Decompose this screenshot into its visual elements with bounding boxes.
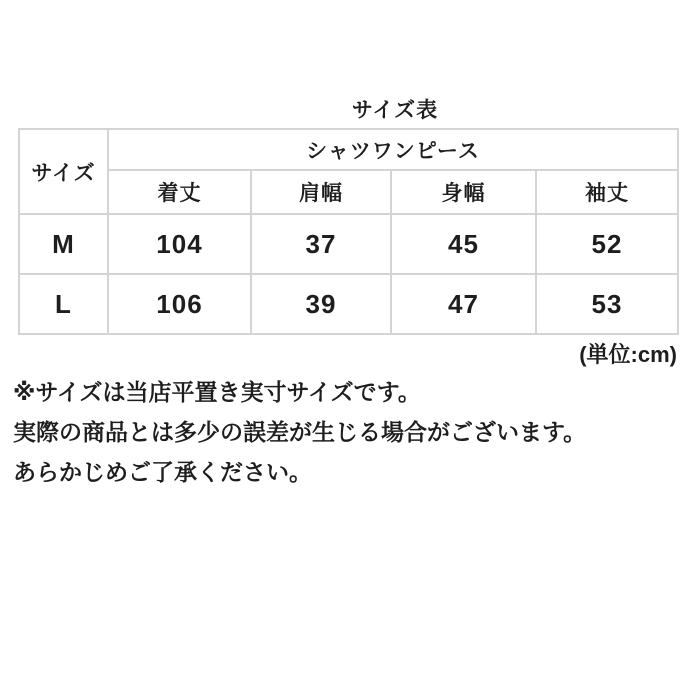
notes [13,372,586,492]
value-cell: 106 [108,274,251,334]
size-label-cell: M [19,214,108,274]
table-row-size-m [19,214,678,274]
size-chart-title: サイズ表 [351,99,439,122]
note-line: ※サイズは当店平置き実寸サイズです。 [13,379,421,405]
note-line: 実際の商品とは多少の誤差が生じる場合がございます。 [13,419,587,445]
value-cell: 45 [391,214,536,274]
value-cell: 37 [251,214,391,274]
measure-header-sleeve-cell: 袖丈 [536,170,678,214]
value-cell: 39 [251,274,391,334]
unit-note: (単位:cm) [579,342,677,367]
product-header-cell: シャツワンピース [108,129,678,170]
note-line: あらかじめご了承ください。 [13,459,312,485]
value-cell: 104 [108,214,251,274]
measure-header-shoulder-cell: 肩幅 [251,170,391,214]
table-row-size-l [19,274,678,334]
value-cell: 53 [536,274,678,334]
size-corner-header-cell: サイズ [19,129,108,214]
value-cell: 47 [391,274,536,334]
size-label-cell: L [19,274,108,334]
measure-header-body-cell: 身幅 [391,170,536,214]
size-table [18,128,679,335]
table-header-row-measures [19,170,678,214]
measure-header-length-cell: 着丈 [108,170,251,214]
value-cell: 52 [536,214,678,274]
table-header-row-product [19,129,678,170]
